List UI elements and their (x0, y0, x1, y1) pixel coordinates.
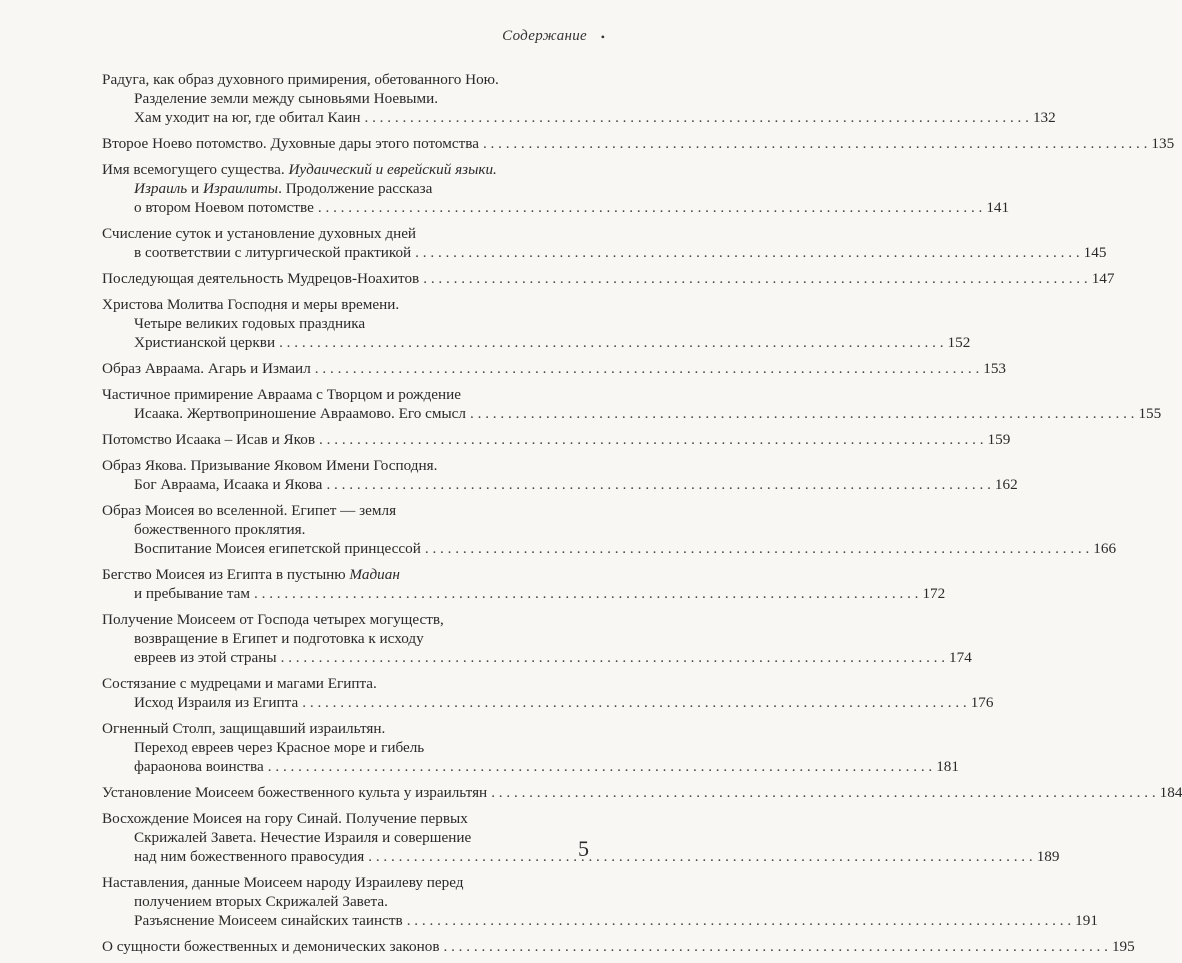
toc-entry-line: Разделение земли между сыновьями Ноевыми. (134, 90, 438, 107)
dot-leader (279, 333, 943, 352)
dot-leader (315, 359, 979, 378)
toc-entry-line: Христова Молитва Господня и меры времени. (102, 296, 400, 313)
running-header: Содержание (502, 28, 587, 44)
dot-leader (368, 847, 1032, 866)
toc-entry-line: Четыре великих годовых праздника (134, 315, 366, 332)
toc-entry-last-line: Второе Ноево потомство. Духовные дары этого потомства (102, 135, 479, 152)
toc-entry-last-line: Потомство Исаака – Исав и Яков (102, 431, 316, 448)
toc-entry-line: Счисление суток и установление духовных дней (102, 225, 417, 242)
toc-entry-line: получением вторых Скрижалей Завета. (134, 893, 388, 910)
toc-entry (102, 134, 1175, 153)
toc-entry (102, 610, 972, 667)
toc-entry-last-line: Установление Моисеем божественного культа у израильтян (102, 784, 488, 801)
toc-entry-last-line: в соответствии с литургической практикой (134, 244, 412, 261)
page-number: 5 (578, 836, 589, 861)
toc-entry-line: Огненный Столп, защищавший израильтян. (102, 720, 386, 737)
toc-entry-line: Скрижалей Завета. Нечестие Израиля и совершение (134, 829, 472, 846)
toc-entry (102, 385, 1162, 423)
page-ref: 155 (1138, 405, 1162, 422)
dot-leader (470, 404, 1134, 423)
toc-entry (102, 70, 1056, 127)
toc-entry-line: Частичное примирение Авраама с Творцом и рождение (102, 386, 462, 403)
toc-entry (102, 565, 946, 603)
page-ref: 166 (1093, 540, 1117, 557)
dot-leader (407, 911, 1071, 930)
dot-leader (364, 108, 1028, 127)
header-bullet: • (600, 30, 605, 44)
page-ref: 172 (922, 585, 946, 602)
page-ref: 135 (1151, 135, 1175, 152)
toc-entry-last-line: Образ Авраама. Агарь и Измаил (102, 360, 311, 377)
page-ref: 195 (1111, 938, 1135, 955)
toc-entry-last-line: евреев из этой страны (134, 649, 277, 666)
dot-leader (483, 134, 1147, 153)
toc-entry-line: Состязание с мудрецами и магами Египта. (102, 675, 377, 692)
toc-entry-last-line: Последующая деятельность Мудрецов-Ноахитов (102, 270, 420, 287)
toc-entry-line: Израиль и Израилиты. Продолжение рассказа (134, 180, 433, 197)
page-ref: 141 (986, 199, 1010, 216)
toc-entry-line: божественного проклятия. (134, 521, 306, 538)
page-ref: 152 (947, 334, 971, 351)
dot-leader (491, 783, 1155, 802)
dot-leader (425, 539, 1089, 558)
toc-entry-last-line: о втором Ноевом потомстве (134, 199, 314, 216)
toc-entry-line: Имя всемогущего существа. Иудаический и еврейский языки. (102, 161, 497, 178)
toc-entry-last-line: Исаака. Жертвоприношение Авраамово. Его смысл (134, 405, 466, 422)
toc-entry (102, 430, 1011, 449)
toc-entry-last-line: О сущности божественных и демонических законов (102, 938, 440, 955)
toc-entry-line: Бегство Моисея из Египта в пустыню Мадиан (102, 566, 400, 583)
toc-entry (102, 160, 1010, 217)
toc-entry (102, 456, 1018, 494)
toc-entry (102, 359, 1007, 378)
toc-entry (102, 873, 1098, 930)
dot-leader (326, 475, 990, 494)
toc-entry (102, 269, 1115, 288)
page-ref: 184 (1159, 784, 1182, 801)
toc-entry-last-line: фараонова воинства (134, 758, 264, 775)
toc-entry-last-line: Христианской церкви (134, 334, 276, 351)
toc-entry-line: Образ Моисея во вселенной. Египет — земля (102, 502, 397, 519)
toc-entry-line: Радуга, как образ духовного примирения, обетованного Ною. (102, 71, 499, 88)
toc-entry-line: Наставления, данные Моисеем народу Израилеву перед (102, 874, 464, 891)
dot-leader (318, 198, 982, 217)
page-ref: 191 (1075, 912, 1098, 929)
dot-leader (423, 269, 1087, 288)
dot-leader (415, 243, 1079, 262)
toc-entry (102, 783, 1182, 802)
toc-entry-line: возвращение в Египет и подготовка к исходу (134, 630, 424, 647)
page-ref: 159 (987, 431, 1011, 448)
page-ref: 189 (1036, 848, 1060, 865)
toc-entry-last-line: Воспитание Моисея египетской принцессой (134, 540, 421, 557)
page-ref: 132 (1032, 109, 1056, 126)
page-ref: 181 (936, 758, 959, 775)
dot-leader (254, 584, 918, 603)
dot-leader (443, 937, 1107, 956)
page-ref: 145 (1083, 244, 1107, 261)
page-ref: 153 (983, 360, 1007, 377)
dot-leader (319, 430, 983, 449)
toc-entry-last-line: Исход Израиля из Египта (134, 694, 299, 711)
toc-entry-line: Получение Моисеем от Господа четырех могуществ, (102, 611, 444, 628)
dot-leader (302, 693, 966, 712)
toc-entry-last-line: Разъяснение Моисеем синайских таинств (134, 912, 403, 929)
toc-entry (102, 674, 994, 712)
page-ref: 162 (994, 476, 1018, 493)
toc-entry (102, 719, 959, 776)
page-ref: 147 (1091, 270, 1115, 287)
toc-entry (102, 937, 1135, 956)
table-of-contents (102, 70, 1182, 963)
dot-leader (268, 757, 932, 776)
toc-entry-line: Восхождение Моисея на гору Синай. Получение первых (102, 810, 468, 827)
toc-entry (102, 295, 971, 352)
toc-entry-last-line: Хам уходит на юг, где обитал Каин (134, 109, 361, 126)
toc-entry (102, 501, 1117, 558)
toc-entry-line: Образ Якова. Призывание Яковом Имени Господня. (102, 457, 438, 474)
page-ref: 174 (949, 649, 972, 666)
toc-entry-last-line: Бог Авраама, Исаака и Якова (134, 476, 323, 493)
toc-entry-last-line: над ним божественного правосудия (134, 848, 365, 865)
toc-entry-line: Переход евреев через Красное море и гибель (134, 739, 425, 756)
toc-entry (102, 809, 1060, 866)
toc-entry (102, 224, 1107, 262)
page-ref: 176 (970, 694, 994, 711)
dot-leader (281, 648, 945, 667)
toc-entry-last-line: и пребывание там (134, 585, 250, 602)
